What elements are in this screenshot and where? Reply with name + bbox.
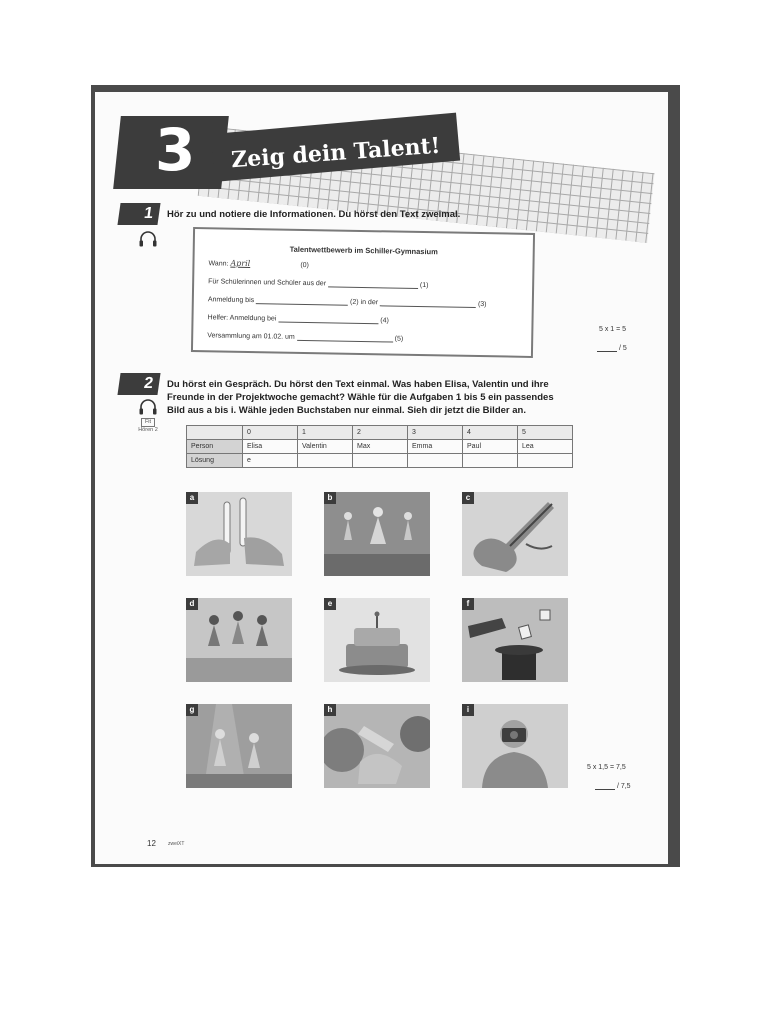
table-row-label: Person	[187, 440, 243, 454]
table-cell: Max	[353, 440, 408, 454]
table-row-solutions	[187, 454, 573, 468]
task1-score-formula: 5 x 1 = 5	[599, 326, 627, 333]
task-number-1: 1	[117, 203, 160, 225]
answer-cell[interactable]	[408, 454, 463, 468]
answer-blank[interactable]	[328, 278, 418, 289]
row-label: Wann:	[208, 260, 229, 268]
answer-blank[interactable]	[278, 314, 378, 325]
picture-label: e	[324, 598, 336, 610]
photographer-illustration	[462, 704, 568, 788]
item-number: (5)	[394, 335, 404, 343]
row-label: Helfer: Anmeldung bei	[207, 314, 277, 323]
row-label: Für Schülerinnen und Schüler aus der	[208, 278, 327, 288]
info-row-0	[208, 258, 309, 269]
score-total-label: / 5	[618, 345, 627, 352]
table-cell: 5	[518, 426, 573, 440]
picture-c	[462, 492, 568, 576]
score-blank[interactable]	[595, 782, 615, 790]
task2-instruction-line-2: Freunde in der Projektwoche gemacht? Wähle für die Aufgaben 1 bis 5 ein passendes	[167, 392, 554, 403]
info-box-title: Talentwettbewerb im Schiller-Gymnasium	[289, 244, 438, 257]
worksheet-page	[95, 92, 668, 864]
score-blank[interactable]	[597, 344, 617, 352]
table-cell: Paul	[463, 440, 518, 454]
test-tube-illustration	[186, 492, 292, 576]
audio-caption-line: Fit	[141, 418, 155, 427]
handwritten-answer: April	[230, 258, 251, 269]
table-row-label: Lösung	[187, 454, 243, 468]
headphones-icon	[137, 230, 159, 248]
answer-table	[186, 425, 573, 468]
table-cell: 0	[243, 426, 298, 440]
answer-blank[interactable]	[256, 295, 348, 306]
guitar-illustration	[462, 492, 568, 576]
picture-label: b	[324, 492, 336, 504]
item-number: (0)	[300, 261, 309, 270]
table-cell: 4	[463, 426, 518, 440]
audio-caption-line: Hören 2	[138, 427, 158, 433]
table-cell: Valentin	[298, 440, 353, 454]
info-row-1	[208, 276, 428, 289]
picture-label: i	[462, 704, 474, 716]
task1-score-total	[597, 344, 627, 352]
table-cell: 1	[298, 426, 353, 440]
headphones-icon	[137, 398, 159, 416]
picture-label: c	[462, 492, 474, 504]
table-cell: e	[243, 454, 298, 468]
footer-brand: zweiXT	[168, 841, 185, 847]
page-number: 12	[147, 839, 156, 848]
picture-f	[462, 598, 568, 682]
table-cell: Emma	[408, 440, 463, 454]
info-row-3	[207, 312, 388, 324]
picture-i	[462, 704, 568, 788]
cake-illustration	[324, 598, 430, 682]
picture-label: h	[324, 704, 336, 716]
item-number: (3)	[477, 301, 487, 309]
picture-e	[324, 598, 430, 682]
singers-illustration	[186, 704, 292, 788]
task2-score-formula: 5 x 1,5 = 7,5	[587, 764, 626, 771]
unit-number: 3	[155, 116, 196, 184]
row-label: Versammlung am 01.02. um	[207, 332, 295, 341]
task1-instruction: Hör zu und notiere die Informationen. Du hörst den Text zweimal.	[167, 209, 461, 220]
answer-cell[interactable]	[518, 454, 573, 468]
runners-illustration	[186, 598, 292, 682]
table-row-numbers	[187, 426, 573, 440]
item-number: (4)	[380, 317, 389, 325]
task-number-2: 2	[117, 373, 160, 395]
answer-cell[interactable]	[353, 454, 408, 468]
picture-label: a	[186, 492, 198, 504]
score-total-label: / 7,5	[616, 783, 631, 790]
answer-blank[interactable]	[380, 297, 476, 308]
dancers-illustration	[324, 492, 430, 576]
picture-b	[324, 492, 430, 576]
row-label: in der	[360, 298, 379, 307]
task2-score-total	[595, 782, 631, 790]
audio-caption	[129, 418, 167, 434]
magic-hat-illustration	[462, 598, 568, 682]
table-cell: 2	[353, 426, 408, 440]
picture-label: f	[462, 598, 474, 610]
row-label: Anmeldung bis	[207, 296, 255, 305]
item-number: (2)	[349, 298, 359, 306]
picture-label: g	[186, 704, 198, 716]
table-cell: Elisa	[243, 440, 298, 454]
picture-d	[186, 598, 292, 682]
answer-cell[interactable]	[298, 454, 353, 468]
table-cell: 3	[408, 426, 463, 440]
info-box	[191, 227, 535, 358]
picture-h	[324, 704, 430, 788]
item-number: (1)	[419, 281, 429, 290]
unit-title: Zeig dein Talent!	[230, 132, 442, 174]
table-corner-cell	[187, 426, 243, 440]
picture-label: d	[186, 598, 198, 610]
task2-instruction-line-1: Du hörst ein Gespräch. Du hörst den Text einmal. Was haben Elisa, Valentin und ihre	[167, 379, 549, 390]
table-cell: Lea	[518, 440, 573, 454]
task2-instruction-line-3: Bild aus a bis i. Wähle jeden Buchstaben nur einmal. Sieh dir jetzt die Bilder an.	[167, 405, 526, 416]
answer-blank[interactable]	[297, 332, 393, 343]
table-row-persons	[187, 440, 573, 454]
hands-tool-illustration	[324, 704, 430, 788]
info-row-2	[208, 294, 487, 308]
answer-cell[interactable]	[463, 454, 518, 468]
picture-g	[186, 704, 292, 788]
info-row-4	[207, 330, 403, 342]
picture-a	[186, 492, 292, 576]
